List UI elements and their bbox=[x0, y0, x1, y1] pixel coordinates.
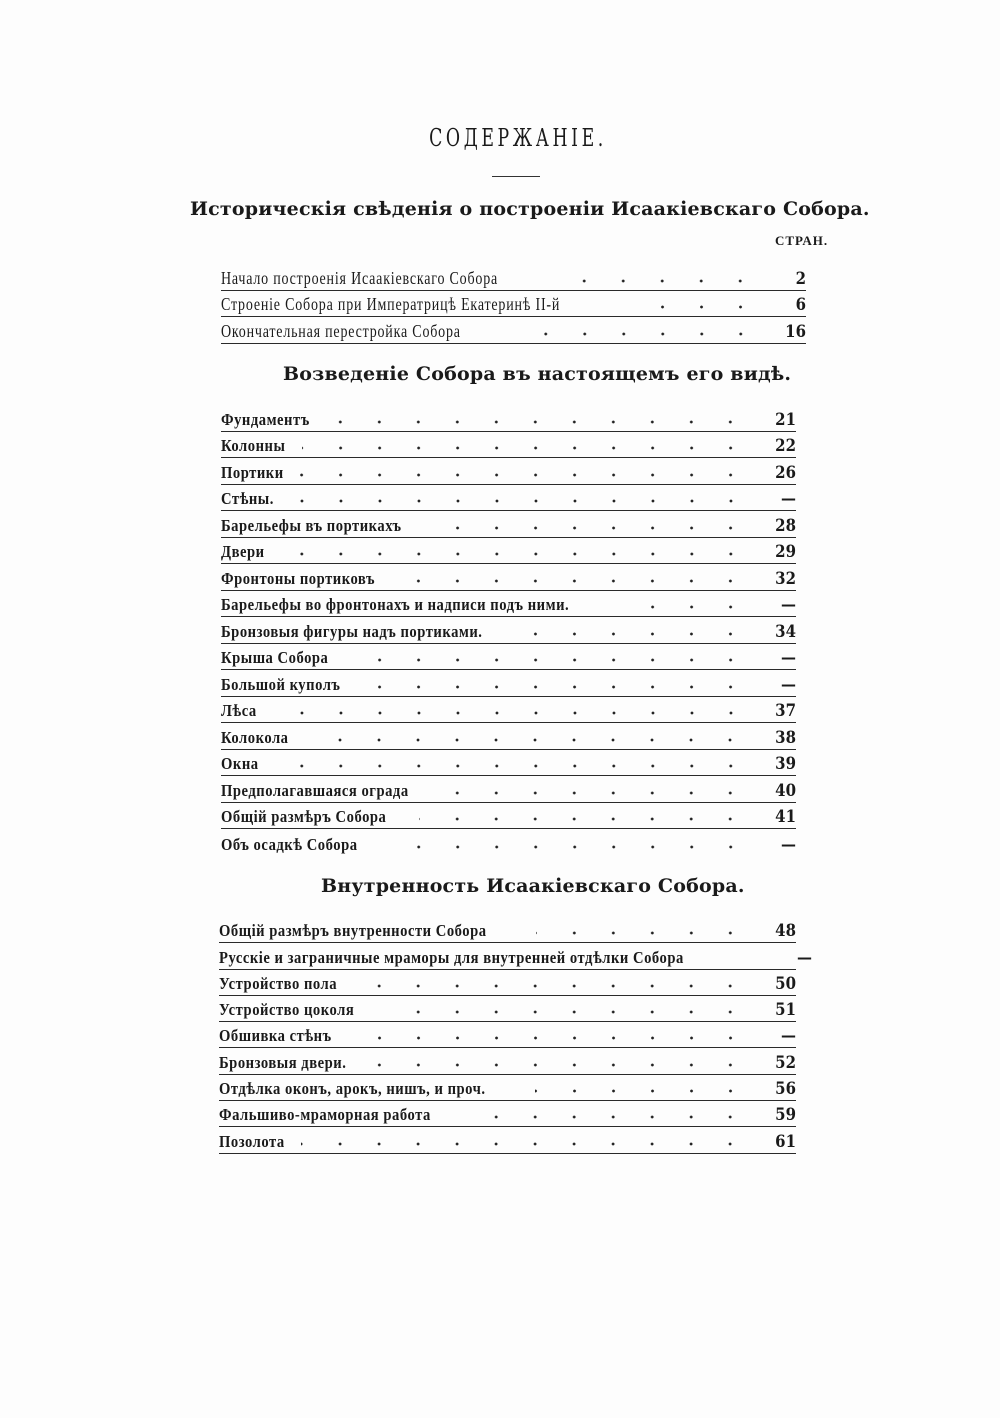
toc-entry[interactable] bbox=[221, 317, 806, 344]
toc-entry[interactable] bbox=[221, 644, 796, 671]
toc-entry[interactable] bbox=[221, 670, 796, 697]
toc-entry-label: Отдѣлка оконъ, арокъ, нишъ, и проч. bbox=[219, 1079, 486, 1099]
toc-entry-page: 48 bbox=[775, 921, 796, 942]
toc-entry-page: 51 bbox=[775, 1000, 796, 1021]
toc-entry-label: Устройство пола bbox=[219, 973, 338, 993]
dot-leader bbox=[531, 629, 750, 639]
toc-entry-label: Крыша Собора bbox=[221, 648, 329, 667]
dot-leader bbox=[362, 981, 750, 991]
toc-entry-page: — bbox=[781, 489, 796, 509]
toc-entry[interactable] bbox=[221, 829, 796, 856]
toc-entry-label: Фронтоны портиковъ bbox=[221, 568, 376, 588]
toc-entry-page: — bbox=[796, 947, 812, 968]
toc-entry-page: 6 bbox=[795, 295, 806, 315]
toc-entry[interactable] bbox=[219, 1022, 796, 1048]
dot-leader bbox=[419, 814, 750, 824]
dot-leader bbox=[536, 928, 750, 938]
title-divider bbox=[492, 176, 540, 177]
dot-leader bbox=[271, 761, 750, 771]
toc-entry-page: — bbox=[781, 834, 796, 855]
toc-entry[interactable] bbox=[221, 264, 806, 291]
dot-leader bbox=[305, 735, 750, 745]
toc-entry[interactable] bbox=[219, 1075, 796, 1101]
dot-leader bbox=[302, 443, 750, 453]
toc-entry-page: 32 bbox=[775, 568, 796, 589]
toc-entry[interactable] bbox=[219, 1101, 796, 1127]
toc-entry-page: 41 bbox=[775, 807, 796, 827]
toc-entry[interactable] bbox=[221, 405, 796, 432]
dot-leader bbox=[301, 1139, 750, 1149]
toc-entry[interactable] bbox=[219, 970, 796, 996]
toc-entry[interactable] bbox=[221, 538, 796, 565]
toc-entry[interactable] bbox=[219, 996, 796, 1022]
toc-entry-label: Портики bbox=[221, 462, 284, 482]
toc-entry-label: Предполагавшаяся ограда bbox=[221, 780, 409, 800]
toc-entry-label: Фальшиво-мраморная работа bbox=[219, 1105, 431, 1125]
toc-entry-page: 22 bbox=[775, 436, 796, 456]
dot-leader bbox=[330, 417, 750, 427]
toc-entry-page: 26 bbox=[775, 462, 796, 483]
dot-leader bbox=[471, 1112, 750, 1122]
toc-entry-label: Фундаментъ bbox=[221, 409, 310, 429]
toc-entry[interactable] bbox=[221, 458, 796, 485]
toc-entry[interactable] bbox=[221, 591, 796, 618]
toc-entry-page: 37 bbox=[775, 701, 796, 721]
toc-entry[interactable] bbox=[219, 1048, 796, 1074]
dot-leader bbox=[632, 602, 750, 612]
dot-leader bbox=[437, 523, 750, 533]
toc-entry-page: 59 bbox=[775, 1105, 796, 1126]
toc-entry-label: Двери bbox=[221, 542, 265, 561]
dot-leader bbox=[406, 576, 750, 586]
section-heading-interior: Внутренность Исаакіевскаго Собора. bbox=[321, 875, 745, 897]
dot-leader bbox=[352, 655, 750, 665]
toc-entry-label: Колокола bbox=[221, 727, 289, 747]
pages-column-label: СТРАН. bbox=[775, 233, 829, 248]
toc-entry[interactable] bbox=[219, 917, 796, 943]
dot-leader bbox=[386, 842, 750, 852]
toc-entry-page: 40 bbox=[775, 780, 796, 801]
toc-entry-label: Общій размѣръ внутренности Собора bbox=[219, 921, 487, 941]
toc-entry[interactable] bbox=[221, 511, 796, 538]
toc-section-history bbox=[221, 264, 806, 344]
toc-entry[interactable] bbox=[221, 291, 806, 318]
dot-leader bbox=[366, 682, 750, 692]
toc-entry-page: 16 bbox=[785, 321, 806, 342]
dot-leader bbox=[527, 329, 760, 339]
toc-entry-page: 56 bbox=[775, 1079, 796, 1100]
toc-entry-label: Русскіе и заграничные мраморы для внутренней отдѣлки Собора bbox=[219, 947, 684, 967]
toc-entry-label: Большой куполъ bbox=[221, 674, 341, 694]
section-heading-history: Историческія свѣденія о построеніи Исаакіевскаго Собора. bbox=[190, 198, 870, 220]
toc-entry-page: 52 bbox=[775, 1052, 796, 1073]
toc-entry-page: 34 bbox=[775, 621, 796, 642]
toc-entry-label: Колонны bbox=[221, 436, 286, 455]
toc-entry[interactable] bbox=[221, 803, 796, 830]
toc-entry-page: — bbox=[781, 1026, 796, 1047]
toc-entry[interactable] bbox=[221, 564, 796, 591]
toc-entry-label: Объ осадкѣ Собора bbox=[221, 834, 358, 854]
toc-entry-label: Обшивка стѣнъ bbox=[219, 1026, 332, 1046]
section-heading-construction: Возведеніе Собора въ настоящемъ его видѣ. bbox=[283, 363, 792, 385]
toc-entry-page: 2 bbox=[795, 268, 806, 289]
toc-entry[interactable] bbox=[219, 943, 812, 969]
dot-leader bbox=[573, 276, 760, 286]
toc-entry-page: — bbox=[781, 674, 796, 695]
toc-entry-page: 50 bbox=[775, 973, 796, 994]
toc-entry-label: Бронзовыя двери. bbox=[219, 1052, 347, 1072]
dot-leader bbox=[382, 1007, 750, 1017]
toc-entry-label: Барельефы въ портикахъ bbox=[221, 515, 402, 535]
dot-leader bbox=[535, 1086, 750, 1096]
toc-entry-label: Лѣса bbox=[221, 701, 257, 720]
dot-leader bbox=[651, 302, 760, 312]
toc-entry-page: 28 bbox=[775, 515, 796, 536]
toc-entry-page: — bbox=[781, 648, 796, 668]
dot-leader bbox=[289, 496, 750, 506]
dot-leader bbox=[356, 1033, 750, 1043]
toc-entry[interactable] bbox=[221, 750, 796, 777]
toc-entry-page: 21 bbox=[775, 409, 796, 430]
toc-entry-label: Окна bbox=[221, 754, 259, 773]
toc-section-construction bbox=[221, 405, 796, 856]
toc-entry-label: Позолота bbox=[219, 1131, 285, 1151]
dot-leader bbox=[300, 470, 750, 480]
toc-entry-page: — bbox=[781, 595, 796, 615]
dot-leader bbox=[278, 549, 750, 559]
toc-entry[interactable] bbox=[221, 432, 796, 459]
toc-section-interior bbox=[219, 917, 812, 1154]
toc-entry[interactable] bbox=[219, 1127, 796, 1153]
toc-entry[interactable] bbox=[221, 776, 796, 803]
toc-entry-page: 39 bbox=[775, 754, 796, 774]
dot-leader bbox=[445, 788, 750, 798]
toc-entry-label: Начало построенія Исаакіевскаго Собора bbox=[221, 267, 499, 288]
dot-leader bbox=[373, 1060, 750, 1070]
toc-entry[interactable] bbox=[221, 485, 796, 512]
toc-entry-label: Устройство цоколя bbox=[219, 1000, 355, 1020]
toc-entry-page: 29 bbox=[775, 542, 796, 562]
toc-entry-label: Бронзовыя фигуры надъ портиками. bbox=[221, 621, 483, 641]
toc-entry-label: Барельефы во фронтонахъ и надписи подъ ними. bbox=[221, 595, 570, 614]
toc-entry[interactable] bbox=[221, 697, 796, 724]
toc-entry-label: Стѣны. bbox=[221, 489, 274, 508]
toc-entry[interactable] bbox=[221, 617, 796, 644]
toc-entry-label: Общій размѣръ Собора bbox=[221, 807, 387, 826]
toc-entry-page: 38 bbox=[775, 727, 796, 748]
page-title: СОДЕРЖАНІЕ. bbox=[429, 124, 607, 152]
toc-entry-label: Строеніе Собора при Императрицѣ Екатеринѣ II-й bbox=[221, 294, 561, 314]
dot-leader bbox=[269, 708, 750, 718]
toc-entry-label: Окончательная перестройка Собора bbox=[221, 320, 461, 341]
toc-entry-page: 61 bbox=[775, 1131, 796, 1152]
toc-entry[interactable] bbox=[221, 723, 796, 750]
